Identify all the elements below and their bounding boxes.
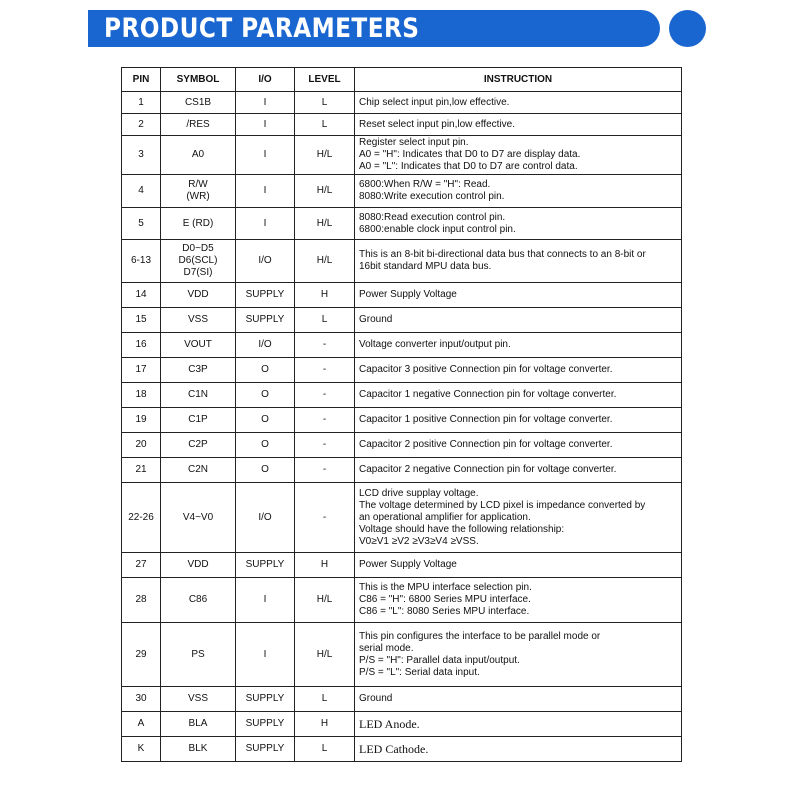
instruction-cell xyxy=(355,687,682,712)
io-cell: O xyxy=(236,358,295,383)
level-cell: - xyxy=(295,383,355,408)
table-row xyxy=(122,283,682,308)
level-cell: H/L xyxy=(295,240,355,283)
level-cell: - xyxy=(295,458,355,483)
table-row xyxy=(122,136,682,175)
instruction-cell xyxy=(355,308,682,333)
table-row xyxy=(122,240,682,283)
level-cell: L xyxy=(295,114,355,136)
symbol-line: PS xyxy=(191,648,205,660)
symbol-line: C2N xyxy=(187,464,208,475)
table-row xyxy=(122,687,682,712)
instruction-line: Register select input pin. xyxy=(359,137,469,148)
level-cell: - xyxy=(295,358,355,383)
table-row xyxy=(122,333,682,358)
pin-cell: 29 xyxy=(122,623,161,687)
io-cell: O xyxy=(236,458,295,483)
io-cell: I/O xyxy=(236,240,295,283)
instruction-cell xyxy=(355,136,682,175)
io-cell: I xyxy=(236,175,295,208)
symbol-line: VSS xyxy=(187,693,208,704)
level-cell: L xyxy=(295,308,355,333)
io-cell: I xyxy=(236,136,295,175)
instruction-line: Chip select input pin,low effective. xyxy=(359,96,510,108)
pin-parameters-table xyxy=(121,67,682,762)
instruction-line: Voltage should have the following relationship: xyxy=(359,523,565,535)
symbol-cell xyxy=(161,458,236,483)
table-row xyxy=(122,737,682,762)
instruction-line: P/S = "H": Parallel data input/output. xyxy=(359,654,520,666)
table-row xyxy=(122,308,682,333)
symbol-line: VSS xyxy=(187,314,208,325)
level-cell: H/L xyxy=(295,175,355,208)
table-row xyxy=(122,175,682,208)
table-row xyxy=(122,623,682,687)
symbol-line: R/W xyxy=(188,179,208,190)
pin-cell: 2 xyxy=(122,114,161,136)
instruction-line: LED Cathode. xyxy=(359,742,429,756)
table-row xyxy=(122,358,682,383)
instruction-cell xyxy=(355,553,682,578)
io-cell: SUPPLY xyxy=(236,737,295,762)
io-cell: SUPPLY xyxy=(236,712,295,737)
symbol-line: (WR) xyxy=(186,191,210,202)
symbol-cell xyxy=(161,623,236,687)
symbol-cell xyxy=(161,578,236,623)
pin-cell: 22-26 xyxy=(122,483,161,553)
io-cell: I xyxy=(236,623,295,687)
symbol-line: C1N xyxy=(187,389,208,400)
table-row xyxy=(122,553,682,578)
io-cell: I xyxy=(236,92,295,114)
instruction-line: Capacitor 1 negative Connection pin for voltage converter. xyxy=(359,389,617,400)
level-cell: - xyxy=(295,483,355,553)
symbol-line: C3P xyxy=(188,364,208,375)
instruction-cell xyxy=(355,283,682,308)
symbol-cell xyxy=(161,175,236,208)
instruction-cell xyxy=(355,458,682,483)
instruction-line: Reset select input pin,low effective. xyxy=(359,118,516,130)
io-cell: I xyxy=(236,578,295,623)
instruction-cell xyxy=(355,737,682,762)
io-cell: SUPPLY xyxy=(236,553,295,578)
table-row xyxy=(122,383,682,408)
pin-cell: 28 xyxy=(122,578,161,623)
table-row xyxy=(122,433,682,458)
instruction-line: Voltage converter input/output pin. xyxy=(359,339,511,350)
instruction-cell xyxy=(355,483,682,553)
column-header-level: LEVEL xyxy=(295,68,355,92)
pin-cell: 27 xyxy=(122,553,161,578)
symbol-cell xyxy=(161,308,236,333)
instruction-line: LCD drive supplay voltage. xyxy=(359,487,479,499)
symbol-line: C1P xyxy=(188,414,208,425)
instruction-cell xyxy=(355,578,682,623)
symbol-line: BLK xyxy=(188,743,208,754)
instruction-cell xyxy=(355,712,682,737)
symbol-cell xyxy=(161,114,236,136)
symbol-line: BLA xyxy=(188,718,208,729)
io-cell: O xyxy=(236,433,295,458)
instruction-line: This pin configures the interface to be parallel mode or xyxy=(359,630,601,642)
level-cell: L xyxy=(295,687,355,712)
io-cell: I xyxy=(236,208,295,240)
pin-cell: A xyxy=(122,712,161,737)
instruction-line: LED Anode. xyxy=(359,717,420,731)
symbol-line: D7(SI) xyxy=(183,267,213,278)
pin-cell: 14 xyxy=(122,283,161,308)
instruction-line: 8080:Read execution control pin. xyxy=(359,211,506,223)
symbol-cell xyxy=(161,553,236,578)
instruction-line: Capacitor 3 positive Connection pin for voltage converter. xyxy=(359,364,613,375)
symbol-cell xyxy=(161,208,236,240)
table-row xyxy=(122,208,682,240)
column-header-io: I/O xyxy=(236,68,295,92)
level-cell: L xyxy=(295,737,355,762)
pin-cell: 17 xyxy=(122,358,161,383)
pin-cell: 30 xyxy=(122,687,161,712)
instruction-line: serial mode. xyxy=(359,642,414,654)
symbol-cell xyxy=(161,408,236,433)
instruction-cell xyxy=(355,333,682,358)
level-cell: H/L xyxy=(295,136,355,175)
pin-cell: 1 xyxy=(122,92,161,114)
table-row xyxy=(122,712,682,737)
instruction-line: Power Supply Voltage xyxy=(359,289,457,300)
table-row xyxy=(122,483,682,553)
instruction-line: A0 = "L": Indicates that D0 to D7 are control data. xyxy=(359,161,578,172)
instruction-cell xyxy=(355,114,682,136)
level-cell: H xyxy=(295,283,355,308)
symbol-cell xyxy=(161,737,236,762)
io-cell: I/O xyxy=(236,333,295,358)
instruction-line: P/S = "L": Serial data input. xyxy=(359,666,480,678)
symbol-cell xyxy=(161,687,236,712)
symbol-line: A0 xyxy=(191,149,205,160)
pin-cell: K xyxy=(122,737,161,762)
level-cell: H xyxy=(295,553,355,578)
symbol-cell xyxy=(161,358,236,383)
symbol-cell xyxy=(161,92,236,114)
symbol-line: C2P xyxy=(188,439,208,450)
level-cell: H/L xyxy=(295,623,355,687)
level-cell: H xyxy=(295,712,355,737)
instruction-cell xyxy=(355,240,682,283)
instruction-line: 6800:enable clock input control pin. xyxy=(359,223,516,235)
io-cell: SUPPLY xyxy=(236,283,295,308)
instruction-line: Ground xyxy=(359,693,393,704)
instruction-cell xyxy=(355,383,682,408)
instruction-line: A0 = "H": Indicates that D0 to D7 are display data. xyxy=(359,149,581,160)
pin-cell: 20 xyxy=(122,433,161,458)
instruction-line: C86 = "L": 8080 Series MPU interface. xyxy=(359,606,530,617)
symbol-line: C86 xyxy=(188,594,208,605)
pin-cell: 18 xyxy=(122,383,161,408)
pin-cell: 4 xyxy=(122,175,161,208)
page-title: PRODUCT PARAMETERS xyxy=(104,13,420,44)
symbol-cell xyxy=(161,383,236,408)
instruction-cell xyxy=(355,623,682,687)
decorative-circle xyxy=(669,10,706,47)
instruction-line: V0≥V1 ≥V2 ≥V3≥V4 ≥VSS. xyxy=(359,535,479,547)
symbol-line: VDD xyxy=(187,559,209,570)
symbol-cell xyxy=(161,333,236,358)
instruction-cell xyxy=(355,175,682,208)
instruction-line: Capacitor 2 negative Connection pin for voltage converter. xyxy=(359,464,617,475)
symbol-cell xyxy=(161,712,236,737)
symbol-line: CS1B xyxy=(184,96,212,108)
level-cell: H/L xyxy=(295,578,355,623)
symbol-line: /RES xyxy=(186,118,210,130)
pin-cell: 5 xyxy=(122,208,161,240)
instruction-cell xyxy=(355,92,682,114)
table-header-row xyxy=(122,68,682,92)
column-header-symbol: SYMBOL xyxy=(161,68,236,92)
instruction-line: 8080:Write execution control pin. xyxy=(359,191,505,202)
symbol-line: E (RD) xyxy=(182,217,214,229)
symbol-line: D0~D5 xyxy=(182,243,214,254)
level-cell: - xyxy=(295,433,355,458)
io-cell: SUPPLY xyxy=(236,308,295,333)
pin-cell: 15 xyxy=(122,308,161,333)
table-row xyxy=(122,114,682,136)
symbol-line: VOUT xyxy=(184,339,212,350)
column-header-instruction: INSTRUCTION xyxy=(355,68,682,92)
table-row xyxy=(122,408,682,433)
instruction-line: 16bit standard MPU data bus. xyxy=(359,261,492,272)
instruction-line: Capacitor 2 positive Connection pin for voltage converter. xyxy=(359,439,613,450)
io-cell: I xyxy=(236,114,295,136)
instruction-line: This is the MPU interface selection pin. xyxy=(359,582,532,593)
table-row xyxy=(122,458,682,483)
pin-cell: 3 xyxy=(122,136,161,175)
table-row xyxy=(122,578,682,623)
symbol-line: D6(SCL) xyxy=(178,255,218,266)
pin-cell: 16 xyxy=(122,333,161,358)
symbol-line: VDD xyxy=(187,289,209,300)
io-cell: O xyxy=(236,383,295,408)
instruction-line: Ground xyxy=(359,314,393,325)
instruction-cell xyxy=(355,358,682,383)
level-cell: H/L xyxy=(295,208,355,240)
column-header-pin: PIN xyxy=(122,68,161,92)
title-banner xyxy=(88,10,660,47)
pin-cell: 21 xyxy=(122,458,161,483)
pin-cell: 6-13 xyxy=(122,240,161,283)
symbol-cell xyxy=(161,283,236,308)
table-row xyxy=(122,92,682,114)
io-cell: O xyxy=(236,408,295,433)
symbol-cell xyxy=(161,483,236,553)
instruction-line: 6800:When R/W = "H": Read. xyxy=(359,179,491,190)
instruction-line: This is an 8-bit bi-directional data bus that connects to an 8-bit or xyxy=(359,249,646,260)
instruction-line: Capacitor 1 positive Connection pin for voltage converter. xyxy=(359,414,613,425)
instruction-line: The voltage determined by LCD pixel is impedance converted by xyxy=(359,499,646,511)
instruction-line: an operational amplifier for application. xyxy=(359,511,531,523)
instruction-line: Power Supply Voltage xyxy=(359,559,457,570)
level-cell: - xyxy=(295,333,355,358)
symbol-cell xyxy=(161,136,236,175)
instruction-line: C86 = "H": 6800 Series MPU interface. xyxy=(359,594,531,605)
io-cell: SUPPLY xyxy=(236,687,295,712)
level-cell: - xyxy=(295,408,355,433)
instruction-cell xyxy=(355,208,682,240)
instruction-cell xyxy=(355,408,682,433)
pin-cell: 19 xyxy=(122,408,161,433)
symbol-line: V4~V0 xyxy=(182,511,214,523)
level-cell: L xyxy=(295,92,355,114)
symbol-cell xyxy=(161,433,236,458)
symbol-cell xyxy=(161,240,236,283)
io-cell: I/O xyxy=(236,483,295,553)
instruction-cell xyxy=(355,433,682,458)
